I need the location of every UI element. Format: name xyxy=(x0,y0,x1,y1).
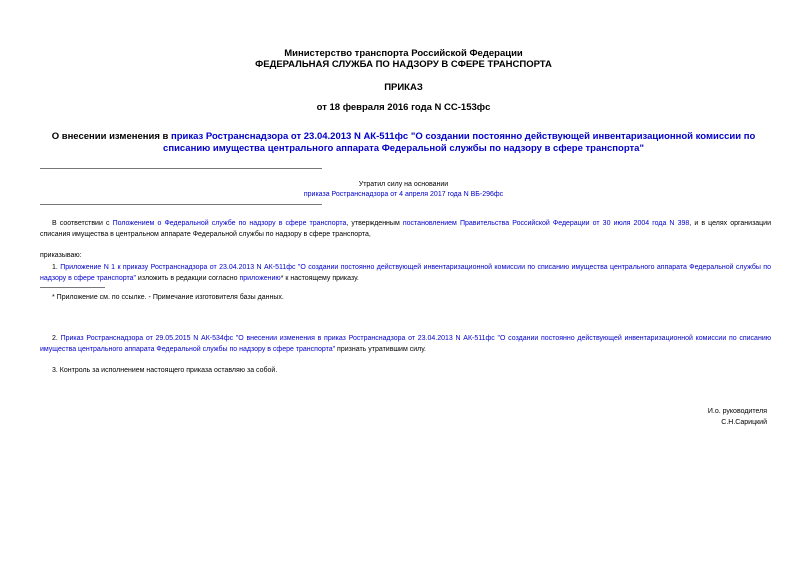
footnote-text: * Приложение см. по ссылке. - Примечание изготовителя базы данных. xyxy=(52,294,284,301)
regulation-link[interactable]: Положением о Федеральной службе по надзору в сфере транспорта xyxy=(112,220,347,227)
appendix-link[interactable]: приложению xyxy=(239,275,281,282)
item-2-link[interactable]: Приказ Ространснадзора от 29.05.2015 N АК-534фс "О внесении изменения в приказ Ространснадзора от 23.04.2013 N АК-511фс "О создании постоянно действующей инвентаризационной комиссии по списанию имущества центрального аппарата Федеральной службы по надзору в сфере транспорта" xyxy=(40,335,771,353)
date-number-heading: от 18 февраля 2016 года N СС-153фс xyxy=(316,102,491,113)
preamble-middle: , утвержденным xyxy=(346,220,403,227)
signature-position: И.о. руководителя xyxy=(707,408,767,415)
order-word: приказываю: xyxy=(40,252,82,259)
item-2-paragraph xyxy=(40,333,771,355)
item-1-number: 1. xyxy=(52,264,61,271)
item-3-paragraph: 3. Контроль за исполнением настоящего приказа оставляю за собой. xyxy=(52,367,278,374)
item-2-number: 2. xyxy=(52,335,61,342)
item-1-middle: изложить в редакции согласно xyxy=(135,275,240,282)
preamble-paragraph xyxy=(40,218,771,240)
preamble-before: В соответствии с xyxy=(52,220,113,227)
status-note-link[interactable]: приказа Ространснадзора от 4 апреля 2017 года N ВБ-296фс xyxy=(303,191,504,198)
service-heading: ФЕДЕРАЛЬНАЯ СЛУЖБА ПО НАДЗОРУ В СФЕРЕ ТРАНСПОРТА xyxy=(255,59,552,70)
ministry-heading: Министерство транспорта Российской Федерации xyxy=(284,48,523,59)
title-prefix: О внесении изменения в xyxy=(51,131,171,142)
footnote-divider xyxy=(40,287,105,288)
divider-bottom xyxy=(40,204,322,205)
divider-top xyxy=(40,168,322,169)
status-note-line1: Утратил силу на основании xyxy=(358,181,449,188)
item-1-link[interactable]: Приложение N 1 к приказу Ространснадзора от 23.04.2013 N АК-511фс "О создании постоянно действующей инвентаризационной комиссии по списанию имущества центрального аппарата Федеральной службы по надзору в сфере транспорта" xyxy=(40,264,771,282)
document-title xyxy=(40,131,767,155)
title-link[interactable]: приказ Ространснадзора от 23.04.2013 N АК-511фс "О создании постоянно действующей инвентаризационной комиссии по списанию имущества центрального аппарата Федеральной службы по надзору в сфере транспорта" xyxy=(163,131,756,154)
decree-link[interactable]: постановлением Правительства Российской Федерации от 30 июля 2004 года N 398 xyxy=(402,220,690,227)
item-1-paragraph xyxy=(40,262,771,284)
signature-name: С.Н.Сарицкий xyxy=(721,419,767,426)
doc-type-heading: ПРИКАЗ xyxy=(384,82,423,93)
item-2-after: признать утратившим силу. xyxy=(335,346,426,353)
preamble-after: , и в целях организации списания имущества в центральном аппарате Федеральной службы по надзору в сфере транспорта, xyxy=(40,220,772,238)
item-1-after: * к настоящему приказу. xyxy=(280,275,359,282)
